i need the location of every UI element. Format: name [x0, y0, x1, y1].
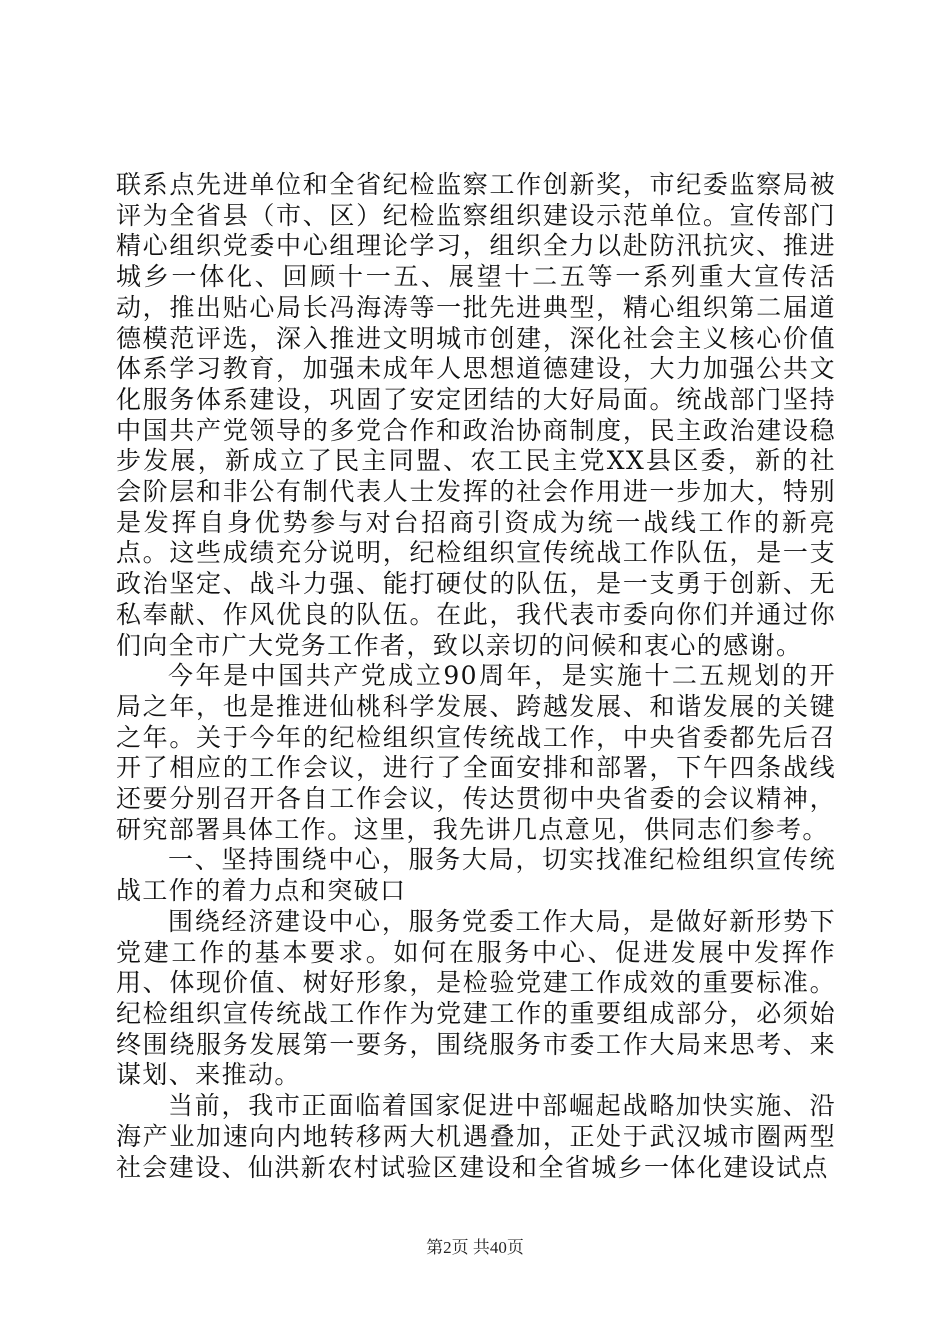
paragraph-current-situation: 当前，我市正面临着国家促进中部崛起战略加快实施、沿海产业加速向内地转移两大机遇叠加，正处于武汉城市圈两型社会建设、仙洪新农村试验区建设和全省城乡一体化建设试点	[116, 1091, 836, 1182]
section-heading-1: 一、坚持围绕中心，服务大局，切实找准纪检组织宣传统战工作的着力点和突破口	[116, 845, 836, 906]
paragraph-serve-center: 围绕经济建设中心，服务党委工作大局，是做好新形势下党建工作的基本要求。如何在服务中心、促进发展中发挥作用、体现价值、树好形象，是检验党建工作成效的重要标准。纪检组织宣传统战工作作为党建工作的重要组成部分，必须始终围绕服务发展第一要务，围绕服务市委工作大局来思考、来谋划、来推动。	[116, 906, 836, 1090]
document-body	[116, 170, 836, 1183]
paragraph-continuation: 联系点先进单位和全省纪检监察工作创新奖，市纪委监察局被评为全省县（市、区）纪检监察组织建设示范单位。宣传部门精心组织党委中心组理论学习，组织全力以赴防汛抗灾、推进城乡一体化、回顾十一五、展望十二五等一系列重大宣传活动，推出贴心局长冯海涛等一批先进典型，精心组织第二届道德模范评选，深入推进文明城市创建，深化社会主义核心价值体系学习教育，加强未成年人思想道德建设，大力加强公共文化服务体系建设，巩固了安定团结的大好局面。统战部门坚持中国共产党领导的多党合作和政治协商制度，民主政治建设稳步发展，新成立了民主同盟、农工民主党XX县区委，新的社会阶层和非公有制代表人士发挥的社会作用进一步加大，特别是发挥自身优势参与对台招商引资成为统一战线工作的新亮点。这些成绩充分说明，纪检组织宣传统战工作队伍，是一支政治坚定、战斗力强、能打硬仗的队伍，是一支勇于创新、无私奉献、作风优良的队伍。在此，我代表市委向你们并通过你们向全市广大党务工作者，致以亲切的问候和衷心的感谢。	[116, 170, 836, 660]
paragraph-anniversary: 今年是中国共产党成立90周年，是实施十二五规划的开局之年，也是推进仙桃科学发展、跨越发展、和谐发展的关键之年。关于今年的纪检组织宣传统战工作，中央省委都先后召开了相应的工作会议，进行了全面安排和部署，下午四条战线还要分别召开各自工作会议，传达贯彻中央省委的会议精神，研究部署具体工作。这里，我先讲几点意见，供同志们参考。	[116, 661, 836, 844]
page-number-footer: 第2页 共40页	[426, 1238, 524, 1257]
